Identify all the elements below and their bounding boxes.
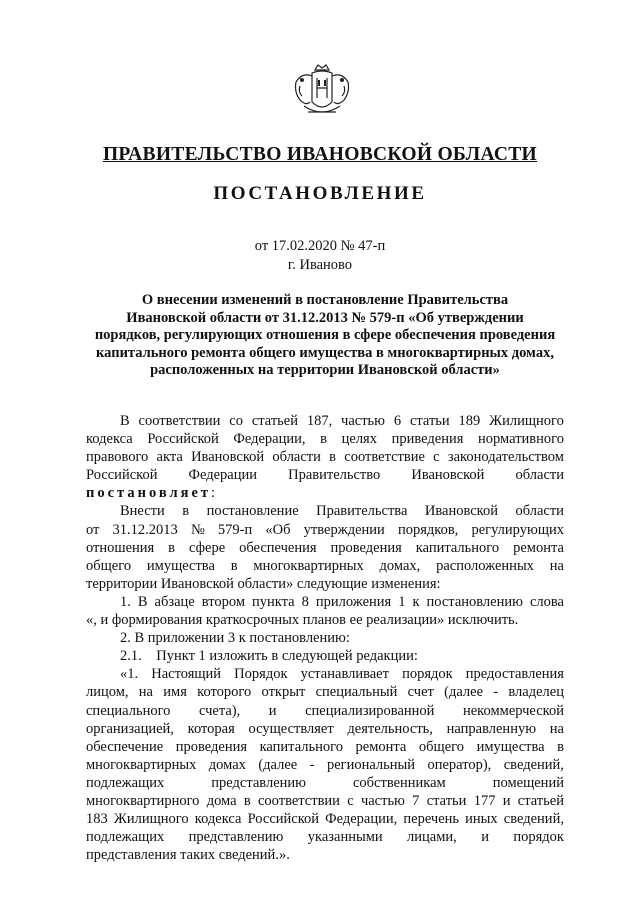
- body-line: Российской Федерации Правительство Ивановской области: [86, 467, 564, 484]
- body-line: Внести в постановление Правительства Ивановской области: [120, 503, 564, 520]
- body-line: 1. В абзаце втором пункта 8 приложения 1 к постановлению слова: [120, 593, 564, 610]
- title-line: капитального ремонта общего имущества в многоквартирных домах,: [96, 344, 554, 361]
- body-line: лицом, на имя которого открыт специальный счет (далее - владелец: [86, 684, 564, 701]
- body-line: обеспечение проведения капитального ремонта общего имущества в: [86, 738, 564, 755]
- body-line: 2. В приложении 3 к постановлению:: [120, 630, 350, 647]
- body-line: специального счета), и специализированной некоммерческой: [86, 702, 564, 719]
- resolves-colon: :: [211, 485, 216, 502]
- title-line: порядков, регулирующих отношения в сфере обеспечения проведения: [94, 327, 556, 343]
- title-line: расположенных на территории Ивановской области»: [150, 362, 500, 378]
- body-line: «, и формирования краткосрочных планов ее реализации» исключить.: [86, 612, 519, 629]
- document-date-number: от 17.02.2020 № 47-п: [254, 238, 386, 254]
- body-line: «1. Настоящий Порядок устанавливает порядок предоставления: [120, 666, 564, 683]
- body-line: отношения в сфере обеспечения проведения капитального ремонта: [86, 539, 564, 556]
- coat-of-arms-icon: [288, 62, 356, 122]
- resolves-line: [86, 484, 564, 502]
- body-line: кодекса Российской Федерации, в целях приведения нормативного: [86, 431, 564, 448]
- document-title: [80, 292, 570, 380]
- document-body: [86, 412, 564, 864]
- organization-name: ПРАВИТЕЛЬСТВО ИВАНОВСКОЙ ОБЛАСТИ: [102, 144, 538, 165]
- body-line: многоквартирного дома в соответствии с частью 7 статьи 177 и статьей: [86, 792, 564, 809]
- body-line: от 31.12.2013 № 579-п «Об утверждении порядков, регулирующих: [86, 521, 564, 538]
- title-line: Ивановской области от 31.12.2013 № 579-п «Об утверждении: [126, 309, 524, 326]
- title-line: О внесении изменений в постановление Правительства: [141, 292, 509, 308]
- document-type: ПОСТАНОВЛЕНИЕ: [213, 183, 427, 204]
- body-line: представления таких сведений.».: [86, 847, 290, 864]
- body-line: 2.1. Пункт 1 изложить в следующей редакции:: [120, 648, 418, 665]
- body-line: подлежащих представлению указанными лицами, и порядок: [86, 829, 564, 846]
- body-line: организацией, которая осуществляет деятельность, направленную на: [86, 720, 564, 737]
- body-line: правового акта Ивановской области в соответствие с законодательством: [86, 449, 564, 466]
- body-line: общего имущества в многоквартирных домах, расположенных на: [86, 557, 564, 574]
- resolves-word: постановляет: [86, 485, 212, 502]
- body-line: подлежащих представлению собственникам помещений: [86, 774, 564, 791]
- body-line: многоквартирных домах (далее - региональный оператор), сведений,: [86, 756, 564, 773]
- body-line: территории Ивановской области» следующие изменения:: [86, 575, 441, 592]
- document-city: г. Иваново: [287, 257, 353, 273]
- body-line: 183 Жилищного кодекса Российской Федерации, перечень иных сведений,: [86, 811, 564, 828]
- body-line: В соответствии со статьей 187, частью 6 статьи 189 Жилищного: [120, 413, 564, 429]
